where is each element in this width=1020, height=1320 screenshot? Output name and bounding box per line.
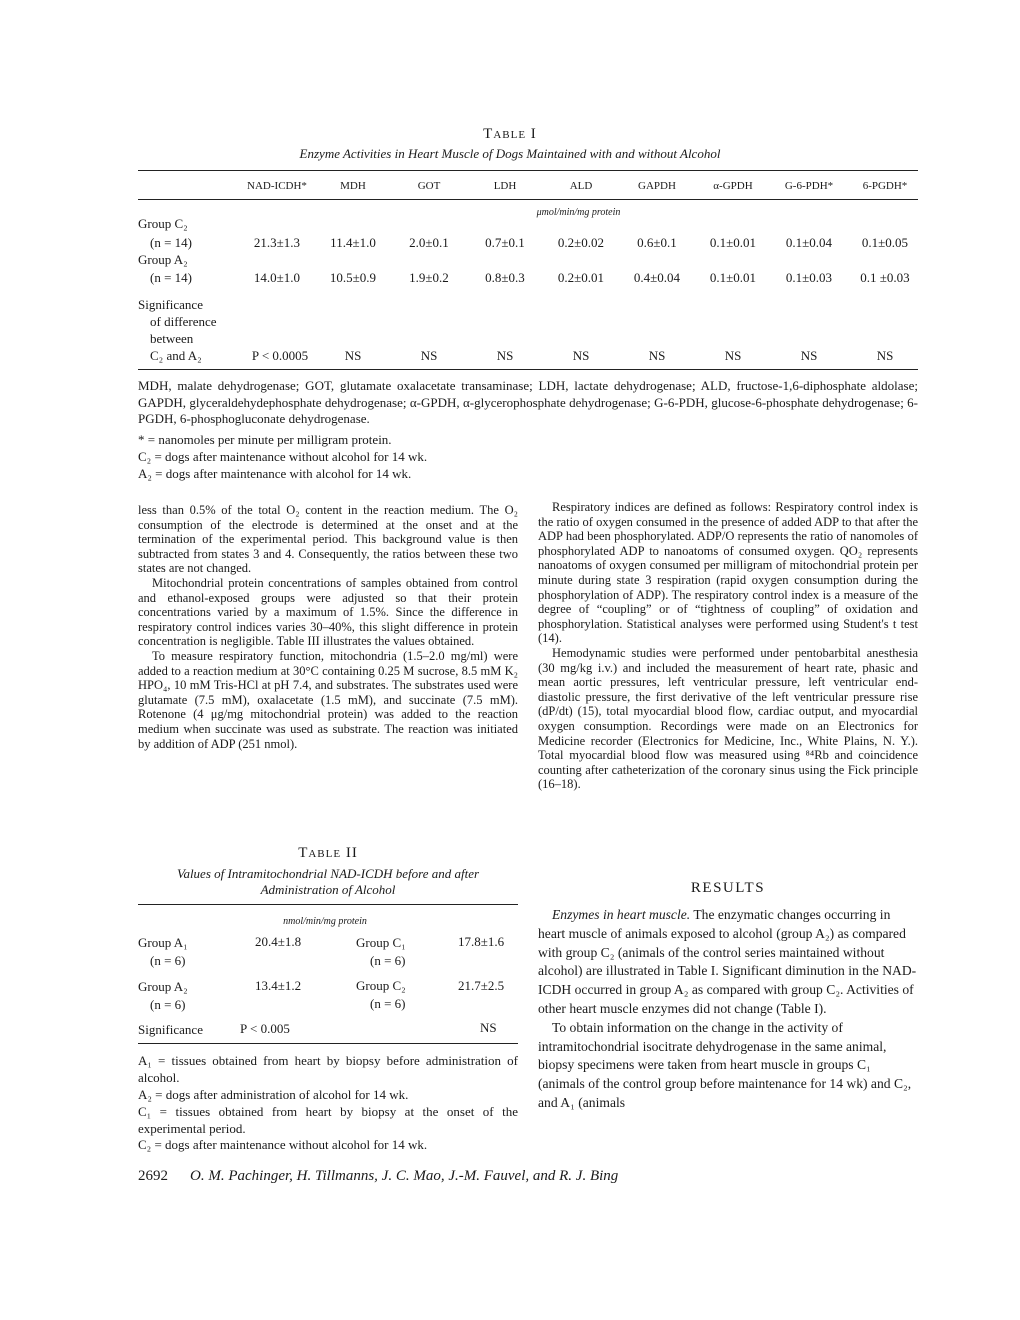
table2-n: (n = 6) bbox=[370, 996, 406, 1011]
table2-sig-value: P < 0.005 bbox=[240, 1021, 290, 1036]
table2-value: 13.4±1.2 bbox=[255, 978, 302, 993]
table1-cell: 0.2±0.02 bbox=[557, 235, 605, 250]
table1-header-cell: GAPDH bbox=[638, 180, 676, 192]
table2-sig-label: Significance bbox=[138, 1022, 203, 1037]
paragraph: To measure respiratory function, mitochondria (1.5–2.0 mg/ml) were added to a reaction medium at 30°C containing 0.25 M sucrose, 8.5 mM K₂ HPO₄, 10 mM Tris-HCl at pH 7.4, and substrates. The substrates used were glutamate (7.5 mM), oxalacetate (1.5 mM), and succinate (7.5 mM). Rotenone (4 μg/mg mitochondrial protein) was added to the reaction medium when succinate was used as substrate. The reaction was initiated by addition of ADP (251 nmol). bbox=[138, 648, 518, 751]
table1-sig-label: between bbox=[150, 331, 194, 346]
table1-sig-label: of difference bbox=[150, 314, 217, 329]
table1-cell: 21.3±1.3 bbox=[253, 235, 301, 250]
table1-header-cell: α-GPDH bbox=[713, 180, 753, 192]
table1-header-cell: G-6-PDH* bbox=[784, 180, 834, 192]
table1-sig-label: C₂ and A₂ bbox=[150, 348, 202, 363]
table1-row-n: (n = 14) bbox=[150, 270, 192, 285]
table1-footnote: C₂ = dogs after maintenance without alcohol for 14 wk. bbox=[138, 449, 428, 464]
table2-n: (n = 6) bbox=[150, 997, 186, 1012]
table1-cell: 0.7±0.1 bbox=[485, 235, 525, 250]
table2-group: Group C₁ bbox=[356, 935, 406, 950]
table1-abbreviations: MDH, malate dehydrogenase; GOT, glutamate oxalacetate transaminase; LDH, lactate dehydrogenase; ALD, fructose-1,6-diphosphate aldolase; GAPDH, glyceraldehydephosphate dehydrogenase; α-GPDH, α-glycerophosphate dehydrogenase; G-6-PDH, glucose-6-phosphate dehydrogenase; 6-PGDH, 6-phosphogluconate dehydrogenase. bbox=[138, 378, 918, 426]
table1-sig-cell: P < 0.0005 bbox=[251, 348, 309, 363]
table1-sig-cell: NS bbox=[648, 348, 666, 363]
table2-footnote: C₂ = dogs after maintenance without alcohol for 14 wk. bbox=[138, 1137, 428, 1152]
table1-header-cell: 6-PGDH* bbox=[862, 180, 908, 192]
table1-header-cell: NAD-ICDH* bbox=[247, 180, 307, 192]
table2-top-rule bbox=[138, 904, 518, 905]
page-footer bbox=[138, 1168, 618, 1185]
paragraph: less than 0.5% of the total O₂ content in the reaction medium. The O₂ consumption of the electrode is determined at the onset and at the termination of the experimental period. This background value is then subtracted from states 3 and 4. Consequently, the ratios between these two states are not changed. bbox=[138, 503, 518, 576]
table1-cell: 0.1 ±0.03 bbox=[860, 270, 910, 285]
table1-cell: 0.1±0.05 bbox=[861, 235, 909, 250]
paragraph: To obtain information on the change in the activity of intramitochondrial isocitrate dehydrogenase in the same animal, biopsy specimens were taken from heart muscle in groups C₁ (animals of the control group before maintenance for 14 wk) and C₂, and A₁ (animals bbox=[538, 1019, 912, 1110]
table1-cell: 0.1±0.01 bbox=[709, 235, 757, 250]
table2-footnote: A₁ = tissues obtained from heart by biopsy before administration of alcohol. bbox=[138, 1053, 518, 1085]
results-text bbox=[538, 906, 918, 1113]
table2-group: Group C₂ bbox=[356, 978, 406, 993]
table1-cell: 0.4±0.04 bbox=[633, 270, 681, 285]
paragraph: Mitochondrial protein concentrations of samples obtained from control and ethanol-exposed groups were adjusted so that their protein concentrations varied by a maximum of 1.5%. Since the difference in respiratory control indices varies 30–40%, this slight difference in protein concentration is negligible. Table III illustrates the values obtained. bbox=[138, 575, 518, 649]
table2-footnote: A₂ = dogs after administration of alcohol for 14 wk. bbox=[138, 1087, 409, 1102]
table1-bottom-rule bbox=[138, 369, 918, 370]
table2-n: (n = 6) bbox=[150, 953, 186, 968]
table1-sig-cell: NS bbox=[420, 348, 438, 363]
table1-cell: 11.4±1.0 bbox=[330, 235, 376, 250]
table2-title: Table II bbox=[298, 845, 358, 861]
table1-cell: 0.8±0.3 bbox=[485, 270, 525, 285]
right-column-text bbox=[538, 500, 918, 792]
table1-caption: Enzyme Activities in Heart Muscle of Dogs Maintained with and without Alcohol bbox=[299, 146, 721, 161]
table1-cell: 0.1±0.04 bbox=[785, 235, 833, 250]
table1-header-cell: LDH bbox=[493, 180, 517, 192]
table1-sig-cell: NS bbox=[344, 348, 362, 363]
table1-unit: μmol/min/mg protein bbox=[536, 207, 621, 218]
table1-cell: 0.1±0.03 bbox=[785, 270, 833, 285]
table2-unit: nmol/min/mg protein bbox=[283, 916, 367, 927]
left-column-text bbox=[138, 503, 518, 751]
table2-value: 17.8±1.6 bbox=[458, 934, 505, 949]
table1-cell: 0.1±0.01 bbox=[709, 270, 757, 285]
table2-sig-value: NS bbox=[480, 1020, 497, 1035]
table1-sig-cell: NS bbox=[800, 348, 818, 363]
table2-n: (n = 6) bbox=[370, 953, 406, 968]
table1-header-cell: MDH bbox=[340, 180, 366, 192]
running-authors: O. M. Pachinger, H. Tillmanns, J. C. Mao, J.-M. Fauvel, and R. J. Bing bbox=[190, 1168, 619, 1184]
table1-cell: 2.0±0.1 bbox=[409, 235, 449, 250]
results-subheading: Enzymes in heart muscle. bbox=[552, 907, 691, 922]
page-number: 2692 bbox=[138, 1168, 168, 1184]
table2-value: 20.4±1.8 bbox=[255, 934, 302, 949]
table2-value: 21.7±2.5 bbox=[458, 978, 505, 993]
table1-row-label: Group A₂ bbox=[138, 252, 188, 267]
table1-sig-cell: NS bbox=[572, 348, 590, 363]
table1-cell: 0.6±0.1 bbox=[637, 235, 677, 250]
table1-top-rule bbox=[138, 170, 918, 171]
table1-footnote: * = nanomoles per minute per milligram protein. bbox=[138, 432, 392, 447]
results-heading: RESULTS bbox=[690, 880, 766, 896]
table2-group: Group A₂ bbox=[138, 979, 188, 994]
table1-header-rule bbox=[138, 199, 918, 200]
table1-row-n: (n = 14) bbox=[150, 235, 192, 250]
table1-cell: 1.9±0.2 bbox=[409, 270, 449, 285]
table1-footnote: A₂ = dogs after maintenance with alcohol for 14 wk. bbox=[138, 466, 412, 481]
table1-header-cell: ALD bbox=[569, 180, 593, 192]
table1-cell: 0.2±0.01 bbox=[557, 270, 605, 285]
table1-row-label: Group C₂ bbox=[138, 216, 188, 231]
table1-sig-label: Significance bbox=[138, 297, 203, 312]
table1-title: Table I bbox=[483, 126, 537, 142]
table1-sig-cell: NS bbox=[876, 348, 894, 363]
table2-caption: Values of Intramitochondrial NAD-ICDH before and after Administration of Alcohol bbox=[176, 866, 480, 897]
table1-sig-cell: NS bbox=[724, 348, 742, 363]
table2-footnote: C₁ = tissues obtained from heart by biopsy at the onset of the experimental period. bbox=[138, 1104, 518, 1136]
table1-cell: 10.5±0.9 bbox=[329, 270, 377, 285]
table1-sig-cell: NS bbox=[496, 348, 514, 363]
paragraph: Hemodynamic studies were performed under pentobarbital anesthesia (30 mg/kg i.v.) and included the measurement of heart rate, phasic and mean aortic pressures, left ventricular pressure, left ventricular end-diastolic pressure, the first derivative of the left ventricular pressure rise (dP/dt) (15), total myocardial blood flow, cardiac output, and myocardial oxygen consumption. Recordings were made on an Electronics for Medicine recorder (Electronics for Medicine, Inc., White Plains, N. Y.). Total myocardial blood flow was measured using ⁸⁴Rb and coincidence counting after catheterization of the coronary sinus using the Fick principle (16–18). bbox=[538, 645, 918, 792]
paragraph: Respiratory indices are defined as follows: Respiratory control index is the ratio of oxygen consumed in the presence of added ADP to that after the ADP had been phosphorylated. ADP/O represents the ratio of nanomoles of phosphorylated ADP to nanoatoms of consumed oxygen. QO₂ represents nanoatoms of oxygen consumed per milligram of mitochondrial protein per minute during state 3 respiration (rapid oxygen consumption during the phosphorylation of ADP). The respiratory control index is a measure of the degree of “coupling” or of “tightness of coupling” of oxidation and phosphorylation. Statistical analyses were performed using Student's t test (14). bbox=[538, 500, 918, 646]
paragraph: The enzymatic changes occurring in heart muscle of animals exposed to alcohol (group A₂) as compared with group C₂ (animals of the control series maintained without alcohol) are illustrated in Table I. Significant diminution in the NAD-ICDH occurred in group A₂ as compared with group C₂. Activities of other heart muscle enzymes did not change (Table I). bbox=[538, 907, 917, 1016]
table1-header-cell: GOT bbox=[417, 180, 441, 192]
table2-group: Group A₁ bbox=[138, 935, 188, 950]
table2-bottom-rule bbox=[138, 1043, 518, 1044]
table1-cell: 14.0±1.0 bbox=[253, 270, 301, 285]
